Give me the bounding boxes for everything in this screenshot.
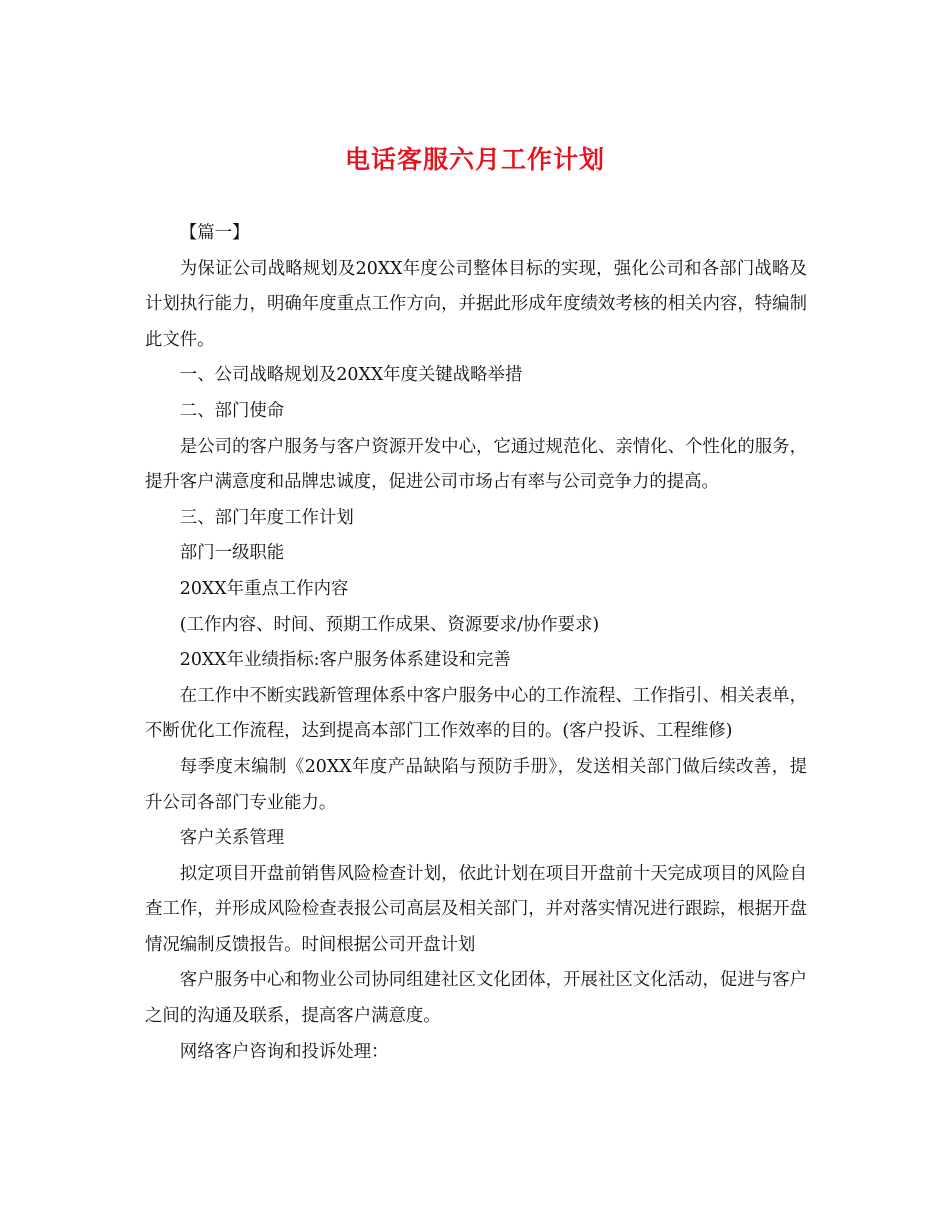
paragraph: 拟定项目开盘前销售风险检查计划，依此计划在项目开盘前十天完成项目的风险自查工作，并形成风险检查表报公司高层及相关部门，并对落实情况进行跟踪，根据开盘情况编制反馈报告。时间根据公司开盘计划 — [145, 863, 807, 955]
paragraph: 20XX年业绩指标:客户服务体系建设和完善 — [179, 650, 511, 671]
document-body — [145, 216, 807, 1070]
paragraph: 一、公司战略规划及20XX年度关键战略举措 — [179, 365, 523, 386]
paragraph: (工作内容、时间、预期工作成果、资源要求/协作要求) — [179, 614, 600, 635]
paragraph: 三、部门年度工作计划 — [179, 507, 354, 528]
paragraph: 二、部门使命 — [179, 400, 285, 421]
document-title: 电话客服六月工作计划 — [344, 145, 605, 174]
paragraph: 【篇一】 — [179, 223, 250, 243]
paragraph: 是公司的客户服务与客户资源开发中心，它通过规范化、亲情化、个性化的服务，提升客户满意度和品牌忠诚度，促进公司市场占有率与公司竞争力的提高。 — [145, 436, 807, 493]
paragraph: 每季度末编制《20XX年度产品缺陷与预防手册》，发送相关部门做后续改善，提升公司各部门专业能力。 — [145, 756, 807, 813]
paragraph: 为保证公司战略规划及20XX年度公司整体目标的实现，强化公司和各部门战略及计划执行能力，明确年度重点工作方向，并据此形成年度绩效考核的相关内容，特编制此文件。 — [145, 258, 807, 350]
paragraph: 部门一级职能 — [179, 543, 285, 564]
paragraph: 客户服务中心和物业公司协同组建社区文化团体，开展社区文化活动，促进与客户之间的沟通及联系，提高客户满意度。 — [145, 970, 807, 1027]
paragraph: 网络客户咨询和投诉处理： — [179, 1041, 389, 1062]
paragraph: 20XX年重点工作内容 — [179, 578, 349, 599]
paragraph: 客户关系管理 — [179, 828, 285, 849]
paragraph: 在工作中不断实践新管理体系中客户服务中心的工作流程、工作指引、相关表单，不断优化工作流程，达到提高本部门工作效率的目的。(客户投诉、工程维修) — [145, 685, 807, 742]
